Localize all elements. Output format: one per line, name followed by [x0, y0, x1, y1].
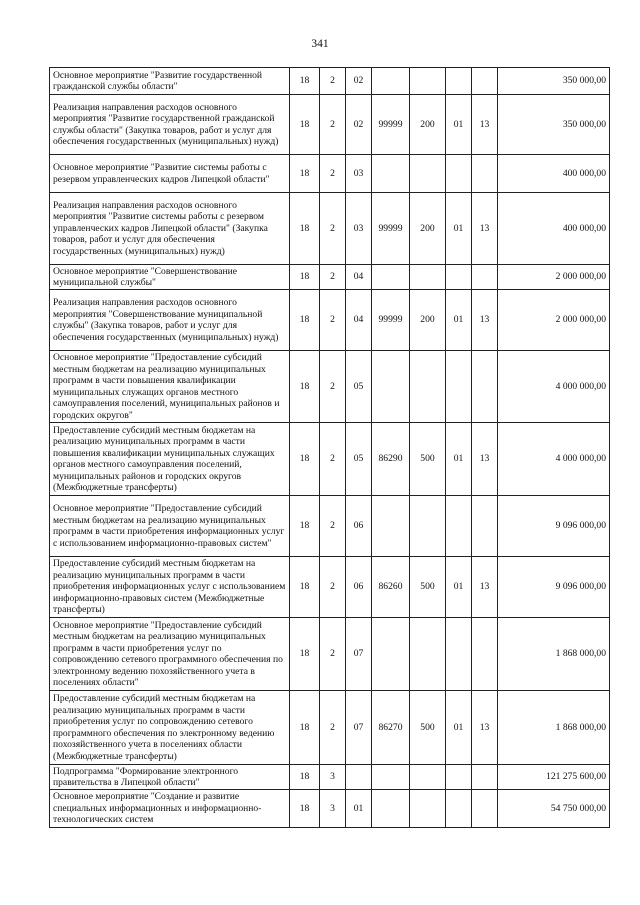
row-program-code: 3: [320, 765, 346, 790]
row-amount: 1 868 000,00: [498, 691, 610, 765]
table-row: [50, 155, 610, 193]
row-activity-code: 04: [346, 265, 372, 290]
table-row: [50, 95, 610, 155]
page-number: 341: [311, 38, 329, 50]
row-subsection: [472, 68, 498, 95]
table-row: [50, 290, 610, 351]
row-name: Основное мероприятие "Создание и развитие специальных информационных и информационно-технологических систем: [50, 790, 290, 828]
row-amount: 1 868 000,00: [498, 618, 610, 691]
row-program-code: 2: [320, 423, 346, 496]
row-expense-type: 200: [410, 290, 446, 351]
row-expense-type: 200: [410, 95, 446, 155]
row-section: [446, 765, 472, 790]
table-row: [50, 765, 610, 790]
row-expense-code: [372, 765, 410, 790]
row-expense-code: [372, 265, 410, 290]
budget-table: [49, 67, 610, 828]
row-subsection: 13: [472, 95, 498, 155]
row-subsection: [472, 765, 498, 790]
row-ministry-code: 18: [290, 351, 320, 423]
row-amount: 9 096 000,00: [498, 496, 610, 557]
row-expense-type: [410, 155, 446, 193]
row-expense-type: 500: [410, 557, 446, 618]
row-subsection: 13: [472, 290, 498, 351]
row-section: 01: [446, 193, 472, 265]
table-row: [50, 423, 610, 496]
row-expense-code: [372, 618, 410, 691]
row-amount: 2 000 000,00: [498, 290, 610, 351]
table-row: [50, 265, 610, 290]
row-ministry-code: 18: [290, 618, 320, 691]
row-expense-type: [410, 265, 446, 290]
table-row: [50, 193, 610, 265]
row-expense-type: [410, 351, 446, 423]
row-expense-code: [372, 351, 410, 423]
row-subsection: [472, 496, 498, 557]
row-program-code: 2: [320, 618, 346, 691]
row-section: 01: [446, 423, 472, 496]
row-subsection: 13: [472, 691, 498, 765]
row-activity-code: [346, 765, 372, 790]
row-expense-code: [372, 68, 410, 95]
row-expense-type: [410, 496, 446, 557]
row-section: 01: [446, 290, 472, 351]
row-name: Предоставление субсидий местным бюджетам на реализацию муниципальных программ в части повышения квалификации муниципальных служащих органов местного самоуправления поселений, муниципальных районов и городских округов (Межбюджетные трансферты): [50, 423, 290, 496]
row-section: 01: [446, 691, 472, 765]
row-name: Основное мероприятие "Предоставление субсидий местным бюджетам на реализацию муниципальных программ в части приобретения информационных услуг с использованием информационно-правовых систем": [50, 496, 290, 557]
row-ministry-code: 18: [290, 423, 320, 496]
row-activity-code: 06: [346, 496, 372, 557]
row-section: [446, 351, 472, 423]
row-expense-type: 500: [410, 423, 446, 496]
row-subsection: [472, 155, 498, 193]
row-ministry-code: 18: [290, 790, 320, 828]
table-row: [50, 557, 610, 618]
row-name: Реализация направления расходов основного мероприятия "Совершенствование муниципальной службы" (Закупка товаров, работ и услуг для обеспечения государственных (муниципальных) нужд): [50, 290, 290, 351]
row-activity-code: 02: [346, 95, 372, 155]
row-activity-code: 07: [346, 691, 372, 765]
row-subsection: [472, 265, 498, 290]
row-program-code: 3: [320, 790, 346, 828]
row-name: Основное мероприятие "Развитие государственной гражданской службы области": [50, 68, 290, 95]
row-activity-code: 04: [346, 290, 372, 351]
row-ministry-code: 18: [290, 557, 320, 618]
row-program-code: 2: [320, 193, 346, 265]
row-section: [446, 790, 472, 828]
table-row: [50, 790, 610, 828]
row-amount: 9 096 000,00: [498, 557, 610, 618]
row-subsection: [472, 790, 498, 828]
table-row: [50, 618, 610, 691]
row-program-code: 2: [320, 95, 346, 155]
row-section: [446, 496, 472, 557]
row-program-code: 2: [320, 68, 346, 95]
row-program-code: 2: [320, 290, 346, 351]
row-name: Основное мероприятие "Совершенствование муниципальной службы": [50, 265, 290, 290]
row-amount: 350 000,00: [498, 95, 610, 155]
row-activity-code: 05: [346, 423, 372, 496]
row-amount: 121 275 600,00: [498, 765, 610, 790]
table-row: [50, 68, 610, 95]
row-activity-code: 01: [346, 790, 372, 828]
row-activity-code: 06: [346, 557, 372, 618]
row-activity-code: 03: [346, 155, 372, 193]
row-subsection: 13: [472, 423, 498, 496]
row-expense-code: [372, 790, 410, 828]
row-name: Основное мероприятие "Предоставление субсидий местным бюджетам на реализацию муниципальных программ в части приобретения услуг по сопровождению сетевого программного обеспечения по электронному ведению похозяйственного учета в поселениях области": [50, 618, 290, 691]
row-amount: 4 000 000,00: [498, 351, 610, 423]
row-activity-code: 05: [346, 351, 372, 423]
row-expense-code: 99999: [372, 193, 410, 265]
row-name: Подпрограмма "Формирование электронного правительства в Липецкой области": [50, 765, 290, 790]
row-section: 01: [446, 557, 472, 618]
row-section: [446, 618, 472, 691]
row-expense-type: [410, 790, 446, 828]
row-ministry-code: 18: [290, 691, 320, 765]
row-expense-type: [410, 765, 446, 790]
row-expense-code: 86260: [372, 557, 410, 618]
row-section: [446, 68, 472, 95]
row-name: Реализация направления расходов основного мероприятия "Развитие государственной гражданской службы области" (Закупка товаров, работ и услуг для обеспечения государственных (муниципальных) нужд): [50, 95, 290, 155]
row-ministry-code: 18: [290, 265, 320, 290]
row-amount: 4 000 000,00: [498, 423, 610, 496]
row-activity-code: 03: [346, 193, 372, 265]
table-row: [50, 691, 610, 765]
row-program-code: 2: [320, 265, 346, 290]
row-name: Предоставление субсидий местным бюджетам на реализацию муниципальных программ в части приобретения услуг по сопровождению сетевого программного обеспечения по электронному ведению похозяйственного учета в поселениях области (Межбюджетные трансферты): [50, 691, 290, 765]
row-activity-code: 07: [346, 618, 372, 691]
row-subsection: 13: [472, 193, 498, 265]
row-program-code: 2: [320, 155, 346, 193]
row-section: 01: [446, 95, 472, 155]
row-program-code: 2: [320, 351, 346, 423]
row-amount: 400 000,00: [498, 155, 610, 193]
row-name: Основное мероприятие "Развитие системы работы с резервом управленческих кадров Липецкой области": [50, 155, 290, 193]
row-name: Основное мероприятие "Предоставление субсидий местным бюджетам на реализацию муниципальных программ в части повышения квалификации муниципальных служащих органов местного самоуправления поселений, муниципальных районов и городских округов": [50, 351, 290, 423]
row-name: Реализация направления расходов основного мероприятия "Развитие системы работы с резервом управленческих кадров Липецкой области" (Закупка товаров, работ и услуг для обеспечения государственных (муниципальных) нужд): [50, 193, 290, 265]
row-expense-code: 86270: [372, 691, 410, 765]
row-subsection: [472, 618, 498, 691]
row-ministry-code: 18: [290, 765, 320, 790]
row-expense-type: [410, 68, 446, 95]
row-amount: 54 750 000,00: [498, 790, 610, 828]
row-expense-code: 99999: [372, 95, 410, 155]
row-expense-type: 200: [410, 193, 446, 265]
row-expense-code: [372, 496, 410, 557]
row-ministry-code: 18: [290, 155, 320, 193]
row-subsection: 13: [472, 557, 498, 618]
row-program-code: 2: [320, 496, 346, 557]
row-expense-code: 99999: [372, 290, 410, 351]
row-expense-code: [372, 155, 410, 193]
row-ministry-code: 18: [290, 68, 320, 95]
row-ministry-code: 18: [290, 496, 320, 557]
row-expense-type: 500: [410, 691, 446, 765]
table-row: [50, 351, 610, 423]
row-program-code: 2: [320, 557, 346, 618]
row-ministry-code: 18: [290, 290, 320, 351]
row-section: [446, 155, 472, 193]
table-row: [50, 496, 610, 557]
row-amount: 350 000,00: [498, 68, 610, 95]
row-program-code: 2: [320, 691, 346, 765]
row-expense-type: [410, 618, 446, 691]
row-amount: 400 000,00: [498, 193, 610, 265]
row-amount: 2 000 000,00: [498, 265, 610, 290]
row-ministry-code: 18: [290, 193, 320, 265]
row-section: [446, 265, 472, 290]
row-expense-code: 86290: [372, 423, 410, 496]
row-subsection: [472, 351, 498, 423]
row-ministry-code: 18: [290, 95, 320, 155]
row-activity-code: 02: [346, 68, 372, 95]
row-name: Предоставление субсидий местным бюджетам на реализацию муниципальных программ в части приобретения информационных услуг с использованием информационно-правовых систем (Межбюджетные трансферты): [50, 557, 290, 618]
